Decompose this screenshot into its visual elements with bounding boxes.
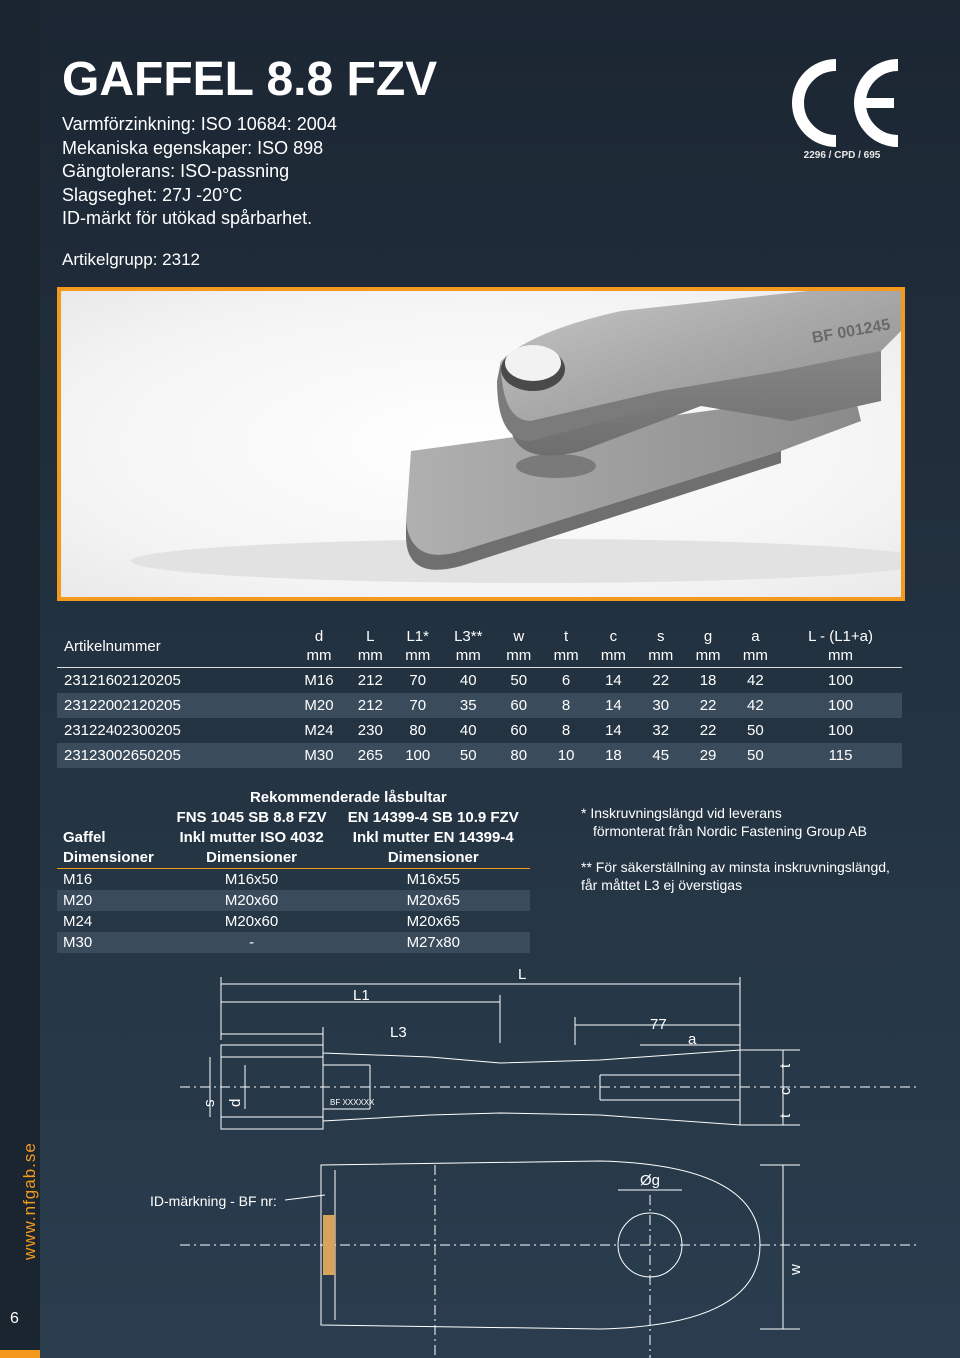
spec-line: Gängtolerans: ISO-passning	[62, 161, 290, 181]
bolt-table-title: Rekommenderade låsbultar	[249, 789, 447, 806]
col-header: Gaffel	[63, 829, 106, 846]
article-group: Artikelgrupp: 2312	[62, 250, 200, 269]
col-header: s mm	[648, 628, 674, 664]
note-line: ** För säkerställning av minsta inskruvningslängd,	[581, 859, 890, 875]
col-header: c mm	[600, 628, 626, 664]
page-title: GAFFEL 8.8 FZV	[62, 53, 438, 106]
spec-line: Mekaniska egenskaper: ISO 898	[62, 137, 324, 158]
col-header: t mm	[553, 628, 579, 664]
col-header: Inkl mutter ISO 4032	[179, 829, 324, 846]
photo-stamp: BF 001245	[810, 316, 892, 347]
page-number: 6	[10, 1310, 19, 1327]
col-header: L mm	[357, 628, 383, 664]
table-row: M16 M16x50 M16x55	[63, 870, 460, 888]
note-line: * Inskruvningslängd vid leverans	[581, 805, 782, 821]
col-header: Dimensioner	[57, 848, 167, 869]
product-photo-frame	[57, 287, 905, 601]
note-line: får måttet L3 ej överstigas	[581, 877, 743, 893]
col-header: FNS 1045 SB 8.8 FZV	[176, 809, 327, 826]
dim-w-label: w	[787, 1264, 804, 1275]
dim-s-label: s	[201, 1099, 218, 1107]
technical-drawing	[40, 965, 960, 1358]
website-link[interactable]: www.nfgab.se	[20, 1142, 39, 1260]
col-header: w mm	[506, 628, 532, 664]
dim-d-label: d	[227, 1098, 244, 1107]
product-photo	[61, 291, 901, 597]
col-header: a mm	[742, 628, 768, 664]
accent-bar	[0, 1350, 40, 1358]
note-line: förmonterat från Nordic Fastening Group AB	[593, 823, 867, 839]
ce-mark-icon	[778, 55, 908, 151]
spec-list	[62, 113, 337, 231]
bolt-table	[57, 788, 530, 953]
product-table	[57, 625, 902, 768]
table-row: M30 - M27x80	[57, 932, 530, 953]
col-header: g mm	[695, 628, 721, 664]
id-marking-label: ID-märkning - BF nr:	[150, 1193, 277, 1209]
col-header: d mm	[306, 628, 332, 664]
table-row: 23123002650205 M30 265 100 50 80 10 18 45 29 50 115	[57, 743, 902, 768]
table-row: M24 M20x60 M20x65	[63, 912, 460, 930]
table-row: 23122402300205 M24 230 80 40 60 8 14 32 22 50 100	[64, 721, 854, 739]
fork-illustration	[61, 291, 901, 597]
dim-L-label: L	[518, 966, 527, 983]
dim-c-label: c	[777, 1087, 794, 1095]
table-row: 23121602120205 M16 212 70 40 50 6 14 22 18 42 100	[64, 671, 854, 689]
ce-code: 2296 / CPD / 695	[803, 150, 881, 161]
footnotes	[581, 804, 890, 912]
table-row: M20 M20x60 M20x65	[57, 890, 530, 911]
dim-a-label: a	[688, 1031, 697, 1048]
col-header: L1* mm	[405, 628, 431, 664]
dim-g-label: Øg	[640, 1172, 661, 1189]
col-header: Dimensioner	[167, 848, 337, 869]
dim-L3-label: L3	[390, 1024, 407, 1041]
dim-t-bottom-label: t	[777, 1113, 794, 1118]
col-header: EN 14399-4 SB 10.9 FZV	[347, 809, 519, 826]
spec-line: ID-märkt för utökad spårbarhet.	[62, 208, 313, 228]
spec-line: Varmförzinkning: ISO 10684: 2004	[62, 114, 337, 134]
col-header: L - (L1+a) mm	[808, 628, 873, 664]
col-header: Dimensioner	[337, 848, 531, 869]
col-header: Inkl mutter EN 14399-4	[352, 829, 514, 846]
dim-77-label: 77	[650, 1016, 667, 1033]
dim-L1-label: L1	[353, 987, 370, 1004]
col-header: L3** mm	[454, 628, 483, 664]
table-row: 23122002120205 M20 212 70 35 60 8 14 30 22 42 100	[57, 693, 902, 718]
col-header: Artikelnummer	[64, 637, 161, 655]
drawing-stamp: BF XXXXXX	[330, 1098, 375, 1107]
dim-t-top-label: t	[777, 1063, 794, 1068]
spec-line: Slagseghet: 27J -20°C	[62, 184, 243, 205]
